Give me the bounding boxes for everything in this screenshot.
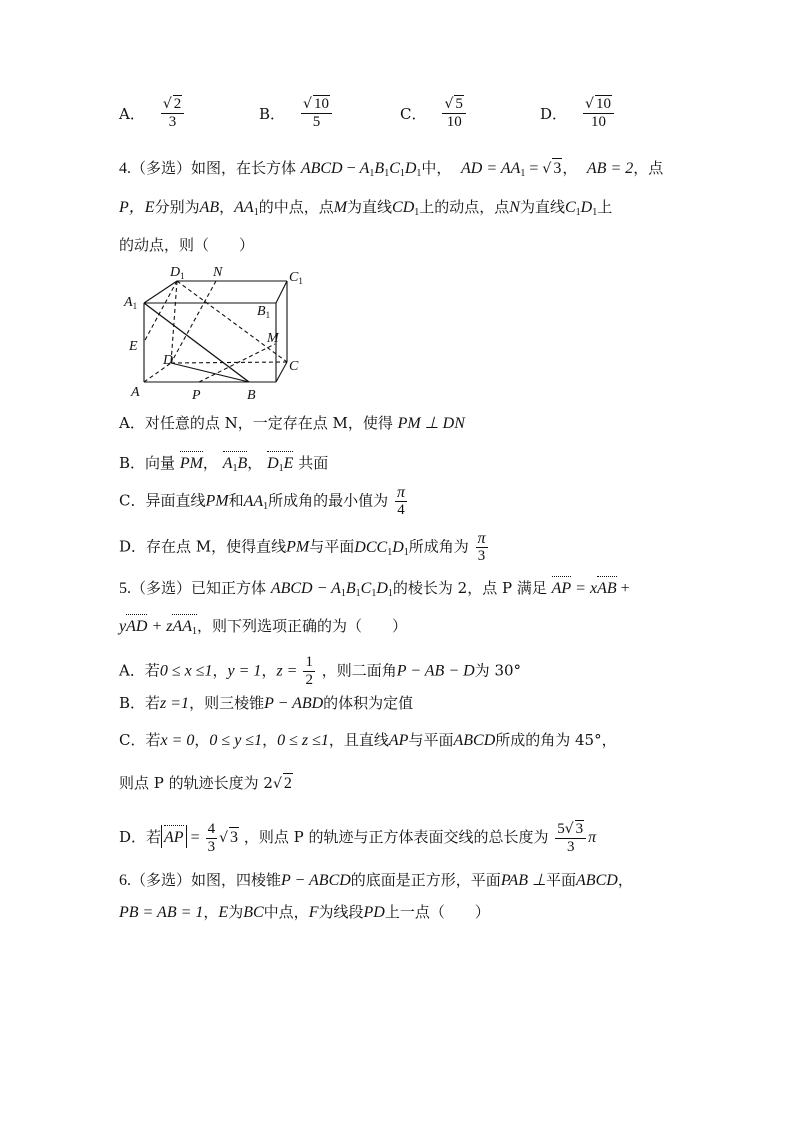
q5-option-a: A．若0 ≤ x ≤1，y = 1，z = $\frac{1}{2}$ ，则二面角P − AB − D为 30°: [119, 654, 522, 688]
q4-line-3: 的动点，则（ ）: [119, 236, 255, 254]
q5-option-c: C．若x = 0，0 ≤ y ≤1，0 ≤ z ≤1，且直线AP与平面ABCD所成的角为 45°，: [119, 731, 617, 749]
q4-option-d: D．存在点 M，使得直线PM与平面$DCC_1D_1$所成角为 $\frac{\pi}{3}$: [119, 530, 486, 564]
label-b: B: [247, 388, 256, 403]
q3-option-d-fraction: $\frac{√ 10}{10}$: [583, 95, 614, 131]
q5-line-1: 5.（多选）已知正方体 ABCD − $A_1B_1C_1D_1$的棱长为 2，点 P 满足 AP = xAB +: [119, 576, 630, 604]
q5-option-b: B．若z =1，则三棱锥P − ABD的体积为定值: [119, 694, 414, 712]
q5-option-c-line-2: 则点 P 的轨迹长度为 2√ 2: [119, 774, 292, 792]
q5-option-d: D．若 AP = $\frac{4}{3}$ √ 3 ，则点 P 的轨迹与正方体表面交线的总长度为 $\frac{5√ 3}{3}$ π: [119, 820, 597, 855]
edge-a1-d1: [144, 281, 177, 303]
q3-option-d: D． $\frac{√ 10}{10}$: [540, 95, 616, 131]
q4-line-1: 4.（多选）如图，在长方体 ABCD − $A_1B_1C_1D_1$中， AD = $AA_1$ = √ 3， AB = 2，点: [119, 159, 664, 179]
q6-line-1: 6.（多选）如图，四棱锥P − ABCD的底面是正方形，平面PAB ⊥平面ABCD，: [119, 871, 633, 889]
label-e: E: [129, 339, 138, 354]
q3-option-a: A． $\frac{√ 2}{3}$: [119, 95, 186, 131]
label-a1: $A_1$: [124, 295, 138, 311]
label-d: D: [163, 353, 174, 368]
hidden-segment-d1-e: [144, 281, 177, 342]
q3-option-c-fraction: $\frac{√ 5}{10}$: [442, 95, 465, 131]
label-d1: $D_1$: [170, 265, 185, 281]
label-a: A: [131, 385, 140, 400]
q3-option-c: C． $\frac{√ 5}{10}$: [400, 95, 468, 131]
q4-option-a: A．对任意的点 N，一定存在点 M，使得 PM ⊥ DN: [119, 414, 465, 432]
label-b1: $B_1$: [257, 304, 271, 320]
q3-option-b-fraction: $\frac{√ 10}{5}$: [301, 95, 332, 131]
cuboid-figure: [119, 262, 319, 404]
q4-option-c: C．异面直线PM和$AA_1$所成角的最小值为 $\frac{\pi}{4}$: [119, 484, 405, 518]
label-c: C: [289, 359, 299, 374]
hidden-segment-d1-c: [177, 281, 287, 362]
q3-option-b: B． $\frac{√ 10}{5}$: [259, 95, 334, 131]
hidden-edge-d-c: [171, 362, 287, 363]
edge-c1-b1: [276, 281, 287, 303]
q5-line-2: yAD + zAA$_1$，则下列选项正确的为（ ）: [119, 614, 407, 642]
q3-option-a-fraction: $\frac{√ 2}{3}$: [161, 95, 184, 131]
hidden-segment-p-m: [199, 344, 275, 382]
q4-option-b: B．向量 PM， $A_1B$， $D_1E$ 共面: [119, 451, 328, 479]
label-c1: $C_1$: [289, 270, 303, 286]
segment-a1-b: [144, 303, 249, 382]
label-m: M: [267, 331, 279, 346]
label-p: P: [192, 388, 201, 403]
hidden-edge-d-d1: [171, 281, 177, 363]
label-n: N: [213, 265, 223, 280]
edge-c-b: [276, 362, 287, 382]
q4-line-2: P，E分别为AB，$AA_1$的中点，点M为直线$CD_1$上的动点，点N为直线$C_1D_1$上: [119, 198, 613, 218]
hidden-segment-n-d: [171, 281, 216, 363]
q6-line-2: PB = AB = 1，E为BC中点，F为线段PD上一点（ ）: [119, 903, 490, 921]
